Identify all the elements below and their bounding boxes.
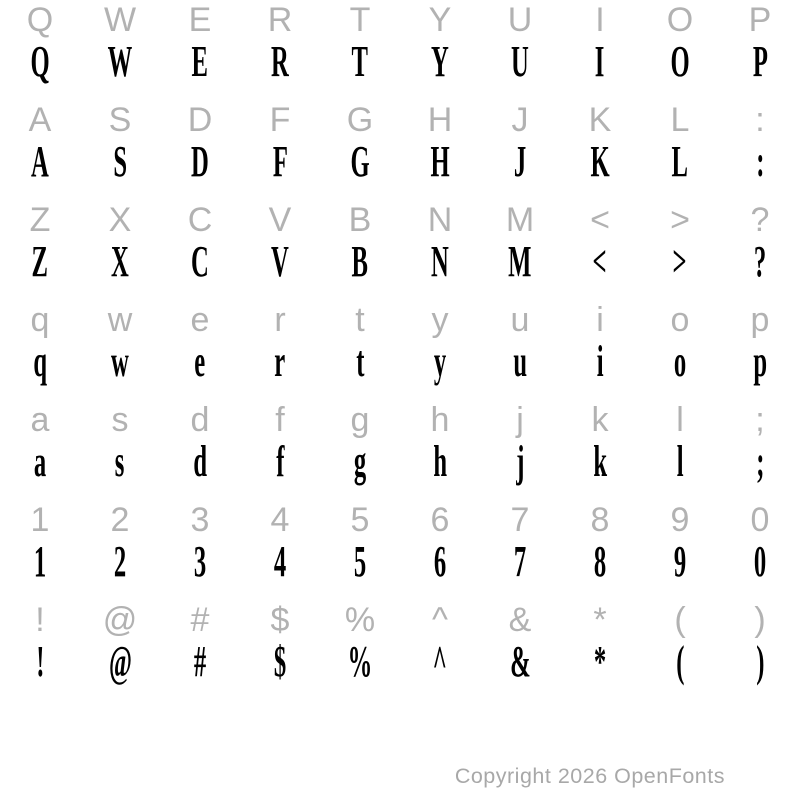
glyph-cell (720, 337, 800, 400)
reference-glyph: : (755, 101, 765, 139)
glyph-cell (240, 200, 320, 240)
glyph-cell (160, 100, 240, 140)
glyph-cell (480, 537, 560, 600)
glyph-cell (560, 300, 640, 340)
glyph-cell (400, 200, 480, 240)
glyph-cell (160, 637, 240, 700)
reference-glyph: O (666, 1, 694, 39)
glyph-cell (640, 37, 720, 100)
glyph-cell (400, 337, 480, 400)
specimen-glyph: J (513, 137, 527, 186)
glyph-cell (640, 0, 720, 40)
specimen-glyph: k (593, 437, 607, 486)
reference-glyph: l (676, 401, 684, 439)
reference-glyph: 9 (670, 501, 690, 539)
glyph-cell (160, 0, 240, 40)
reference-glyph: A (28, 101, 52, 139)
reference-glyph: Q (26, 1, 54, 39)
glyph-cell (80, 237, 160, 300)
glyph-cell (160, 537, 240, 600)
reference-glyph: # (190, 601, 210, 639)
reference-glyph: T (349, 1, 371, 39)
specimen-glyph: ( (675, 637, 685, 686)
specimen-glyph: F (272, 137, 288, 186)
glyph-cell (160, 237, 240, 300)
specimen-glyph: ! (35, 637, 45, 686)
specimen-glyph: L (671, 137, 689, 186)
reference-glyph: % (344, 601, 376, 639)
glyph-cell (480, 337, 560, 400)
glyph-cell (720, 37, 800, 100)
specimen-glyph: w (111, 337, 129, 386)
glyph-cell (480, 600, 560, 640)
glyph-cell (400, 537, 480, 600)
specimen-glyph: M (508, 237, 532, 286)
reference-glyph: r (274, 301, 286, 339)
glyph-cell (160, 137, 240, 200)
specimen-glyph: ; (755, 437, 765, 486)
specimen-glyph: f (275, 437, 285, 486)
glyph-cell (80, 137, 160, 200)
glyph-cell (80, 100, 160, 140)
reference-glyph: j (516, 401, 524, 439)
specimen-glyph: t (355, 337, 365, 386)
glyph-cell (240, 600, 320, 640)
glyph-cell (0, 100, 80, 140)
glyph-cell (320, 500, 400, 540)
reference-glyph: I (595, 1, 605, 39)
glyph-cell (0, 0, 80, 40)
glyph-cell (160, 37, 240, 100)
specimen-glyph: l (676, 437, 684, 486)
specimen-glyph: ? (753, 237, 767, 286)
glyph-cell (640, 237, 720, 300)
reference-glyph: X (108, 201, 132, 239)
glyph-cell (560, 100, 640, 140)
glyph-cell (640, 537, 720, 600)
glyph-cell (0, 637, 80, 700)
glyph-cell (80, 200, 160, 240)
reference-glyph-row (0, 0, 800, 40)
specimen-glyph: ) (755, 637, 765, 686)
reference-glyph-row (0, 600, 800, 640)
specimen-glyph: C (191, 237, 209, 286)
specimen-glyph: 1 (33, 537, 47, 586)
specimen-glyph-row (0, 137, 800, 200)
glyph-cell (0, 337, 80, 400)
glyph-cell (320, 37, 400, 100)
glyph-cell (320, 300, 400, 340)
glyph-cell (80, 300, 160, 340)
glyph-cell (80, 500, 160, 540)
reference-glyph: q (30, 301, 50, 339)
glyph-cell (240, 300, 320, 340)
reference-glyph: p (750, 301, 770, 339)
glyph-cell (320, 100, 400, 140)
reference-glyph: d (190, 401, 210, 439)
reference-glyph: & (508, 601, 532, 639)
reference-glyph: Z (29, 201, 51, 239)
specimen-glyph: K (590, 137, 610, 186)
copyright-text: Copyright 2026 OpenFonts (454, 764, 725, 788)
specimen-glyph: O (670, 37, 690, 86)
specimen-glyph-row (0, 37, 800, 100)
reference-glyph: ) (754, 601, 766, 639)
glyph-cell (480, 137, 560, 200)
glyph-cell (160, 337, 240, 400)
reference-glyph: 1 (30, 501, 50, 539)
reference-glyph-row (0, 500, 800, 540)
reference-glyph: 5 (350, 501, 370, 539)
reference-glyph: ; (755, 401, 765, 439)
reference-glyph: s (111, 401, 129, 439)
specimen-glyph: y (433, 337, 447, 386)
glyph-cell (80, 37, 160, 100)
glyph-cell (720, 100, 800, 140)
glyph-cell (160, 500, 240, 540)
specimen-glyph: 2 (113, 537, 127, 586)
reference-glyph: y (431, 301, 449, 339)
glyph-cell (400, 600, 480, 640)
glyph-cell (720, 137, 800, 200)
reference-glyph: f (275, 401, 285, 439)
specimen-glyph: & (509, 637, 531, 686)
glyph-cell (240, 400, 320, 440)
specimen-glyph: q (33, 337, 47, 386)
specimen-glyph: 6 (433, 537, 447, 586)
glyph-cell (0, 300, 80, 340)
reference-glyph: H (427, 101, 453, 139)
specimen-glyph: 0 (753, 537, 767, 586)
glyph-cell (640, 600, 720, 640)
glyph-cell (320, 437, 400, 500)
reference-glyph: E (188, 1, 212, 39)
reference-glyph: C (187, 201, 213, 239)
glyph-cell (160, 437, 240, 500)
glyph-cell (240, 0, 320, 40)
glyph-cell (720, 537, 800, 600)
glyph-cell (320, 137, 400, 200)
specimen-glyph: r (274, 337, 286, 386)
reference-glyph: ? (750, 201, 770, 239)
glyph-cell (560, 337, 640, 400)
specimen-glyph: H (430, 137, 450, 186)
glyph-cell (480, 0, 560, 40)
reference-glyph: w (107, 301, 133, 339)
specimen-glyph: ^ (432, 637, 448, 686)
glyph-cell (400, 500, 480, 540)
glyph-cell (640, 337, 720, 400)
glyph-cell (560, 500, 640, 540)
glyph-cell (560, 37, 640, 100)
specimen-glyph: # (193, 637, 207, 686)
glyph-cell (0, 37, 80, 100)
specimen-glyph: % (347, 637, 373, 686)
glyph-cell (400, 37, 480, 100)
glyph-cell (560, 137, 640, 200)
specimen-glyph: S (113, 137, 127, 186)
specimen-glyph: > (672, 237, 688, 286)
reference-glyph: R (267, 1, 293, 39)
specimen-glyph: d (193, 437, 207, 486)
specimen-glyph: 9 (673, 537, 687, 586)
glyph-cell (160, 600, 240, 640)
glyph-cell (400, 637, 480, 700)
glyph-cell (480, 437, 560, 500)
glyph-cell (80, 0, 160, 40)
specimen-glyph: 4 (273, 537, 287, 586)
glyph-cell (400, 0, 480, 40)
glyph-cell (480, 200, 560, 240)
glyph-cell (720, 500, 800, 540)
specimen-glyph: : (755, 137, 765, 186)
glyph-cell (720, 437, 800, 500)
glyph-cell (560, 200, 640, 240)
reference-glyph: h (430, 401, 450, 439)
reference-glyph: g (350, 401, 370, 439)
glyph-cell (480, 300, 560, 340)
glyph-cell (560, 600, 640, 640)
glyph-cell (320, 337, 400, 400)
specimen-glyph-row (0, 637, 800, 700)
glyph-cell (160, 400, 240, 440)
glyph-cell (0, 600, 80, 640)
specimen-glyph: W (107, 37, 133, 86)
reference-glyph: P (748, 1, 772, 39)
glyph-cell (400, 237, 480, 300)
glyph-cell (560, 400, 640, 440)
reference-glyph-row (0, 200, 800, 240)
glyph-cell (80, 437, 160, 500)
glyph-cell (240, 37, 320, 100)
reference-glyph: 2 (110, 501, 130, 539)
glyph-cell (400, 137, 480, 200)
glyph-cell (640, 637, 720, 700)
glyph-cell (640, 500, 720, 540)
reference-glyph: 6 (430, 501, 450, 539)
glyph-cell (720, 200, 800, 240)
reference-glyph: K (588, 101, 612, 139)
reference-glyph: @ (102, 601, 138, 639)
glyph-cell (640, 437, 720, 500)
specimen-glyph: P (752, 37, 768, 86)
glyph-cell (560, 537, 640, 600)
glyph-cell (720, 237, 800, 300)
reference-glyph: > (670, 201, 690, 239)
specimen-glyph: i (596, 337, 604, 386)
glyph-cell (560, 237, 640, 300)
glyph-cell (80, 337, 160, 400)
reference-glyph-row (0, 300, 800, 340)
specimen-glyph-row (0, 337, 800, 400)
reference-glyph: t (355, 301, 365, 339)
reference-glyph: 4 (270, 501, 290, 539)
specimen-glyph: a (33, 437, 47, 486)
glyph-cell (720, 0, 800, 40)
glyph-cell (240, 100, 320, 140)
glyph-cell (320, 400, 400, 440)
glyph-cell (320, 0, 400, 40)
specimen-glyph: 7 (513, 537, 527, 586)
glyph-cell (240, 437, 320, 500)
specimen-glyph: T (351, 37, 369, 86)
specimen-glyph: R (271, 37, 289, 86)
glyph-cell (0, 237, 80, 300)
reference-glyph: o (670, 301, 690, 339)
glyph-cell (720, 400, 800, 440)
specimen-glyph: @ (108, 637, 132, 686)
reference-glyph: F (269, 101, 291, 139)
reference-glyph: S (108, 101, 132, 139)
reference-glyph: 7 (510, 501, 530, 539)
reference-glyph: M (505, 201, 535, 239)
specimen-glyph: E (191, 37, 209, 86)
glyph-cell (720, 637, 800, 700)
glyph-cell (320, 200, 400, 240)
specimen-glyph: p (753, 337, 767, 386)
reference-glyph-row (0, 400, 800, 440)
specimen-glyph: N (431, 237, 449, 286)
glyph-cell (720, 300, 800, 340)
glyph-cell (480, 637, 560, 700)
glyph-cell (0, 537, 80, 600)
reference-glyph: * (593, 601, 607, 639)
specimen-glyph-row (0, 537, 800, 600)
glyph-cell (320, 537, 400, 600)
specimen-glyph: A (31, 137, 49, 186)
glyph-cell (240, 537, 320, 600)
reference-glyph: B (348, 201, 372, 239)
reference-glyph: D (187, 101, 213, 139)
glyph-cell (0, 437, 80, 500)
glyph-cell (320, 600, 400, 640)
reference-glyph: J (511, 101, 529, 139)
specimen-glyph: B (351, 237, 369, 286)
glyph-cell (0, 200, 80, 240)
reference-glyph: 3 (190, 501, 210, 539)
specimen-glyph-row (0, 437, 800, 500)
glyph-cell (560, 437, 640, 500)
glyph-cell (480, 37, 560, 100)
reference-glyph: N (427, 201, 453, 239)
glyph-cell (240, 500, 320, 540)
glyph-cell (160, 200, 240, 240)
glyph-cell (400, 400, 480, 440)
specimen-glyph: G (350, 137, 370, 186)
glyph-cell (320, 637, 400, 700)
specimen-glyph: < (592, 237, 608, 286)
specimen-glyph: I (595, 37, 605, 86)
glyph-cell (0, 137, 80, 200)
glyph-cell (480, 500, 560, 540)
glyph-cell (400, 100, 480, 140)
glyph-cell (80, 537, 160, 600)
reference-glyph: V (268, 201, 292, 239)
specimen-glyph: j (515, 437, 525, 486)
glyph-cell (480, 100, 560, 140)
reference-glyph: 0 (750, 501, 770, 539)
glyph-cell (240, 237, 320, 300)
glyph-cell (240, 637, 320, 700)
specimen-glyph: 3 (193, 537, 207, 586)
reference-glyph: Y (428, 1, 452, 39)
glyph-cell (480, 400, 560, 440)
specimen-glyph: s (115, 437, 125, 486)
specimen-glyph: g (353, 437, 367, 486)
glyph-cell (320, 237, 400, 300)
specimen-glyph: X (111, 237, 129, 286)
reference-glyph: ! (35, 601, 45, 639)
reference-glyph: L (670, 101, 690, 139)
specimen-glyph: Y (431, 37, 449, 86)
glyph-cell (400, 437, 480, 500)
specimen-glyph: D (191, 137, 209, 186)
reference-glyph: G (346, 101, 374, 139)
specimen-glyph: $ (273, 637, 287, 686)
specimen-glyph-row (0, 237, 800, 300)
glyph-cell (640, 100, 720, 140)
reference-glyph: 8 (590, 501, 610, 539)
glyph-cell (240, 337, 320, 400)
glyph-cell (720, 600, 800, 640)
specimen-glyph: * (593, 637, 607, 686)
specimen-glyph: o (673, 337, 687, 386)
reference-glyph: u (510, 301, 530, 339)
glyph-cell (80, 637, 160, 700)
glyph-cell (640, 400, 720, 440)
reference-glyph: e (190, 301, 210, 339)
glyph-cell (80, 400, 160, 440)
reference-glyph: k (591, 401, 609, 439)
reference-glyph: ^ (432, 601, 448, 639)
specimen-glyph: u (513, 337, 527, 386)
specimen-glyph: 5 (353, 537, 367, 586)
specimen-glyph: Z (31, 237, 49, 286)
glyph-cell (80, 600, 160, 640)
reference-glyph: W (103, 1, 137, 39)
glyph-cell (560, 0, 640, 40)
reference-glyph: < (590, 201, 610, 239)
glyph-cell (0, 500, 80, 540)
glyph-cell (480, 237, 560, 300)
reference-glyph: U (507, 1, 533, 39)
reference-glyph: ( (674, 601, 686, 639)
glyph-cell (0, 400, 80, 440)
specimen-glyph: h (433, 437, 447, 486)
glyph-cell (560, 637, 640, 700)
specimen-glyph: V (271, 237, 289, 286)
reference-glyph-row (0, 100, 800, 140)
reference-glyph: $ (270, 601, 290, 639)
glyph-cell (640, 200, 720, 240)
glyph-cell (240, 137, 320, 200)
glyph-cell (640, 300, 720, 340)
specimen-glyph: Q (30, 37, 50, 86)
glyph-cell (400, 300, 480, 340)
glyph-cell (160, 300, 240, 340)
reference-glyph: a (30, 401, 50, 439)
reference-glyph: i (596, 301, 604, 339)
specimen-glyph: U (511, 37, 529, 86)
glyph-cell (640, 137, 720, 200)
specimen-glyph: e (194, 337, 206, 386)
specimen-glyph: 8 (593, 537, 607, 586)
